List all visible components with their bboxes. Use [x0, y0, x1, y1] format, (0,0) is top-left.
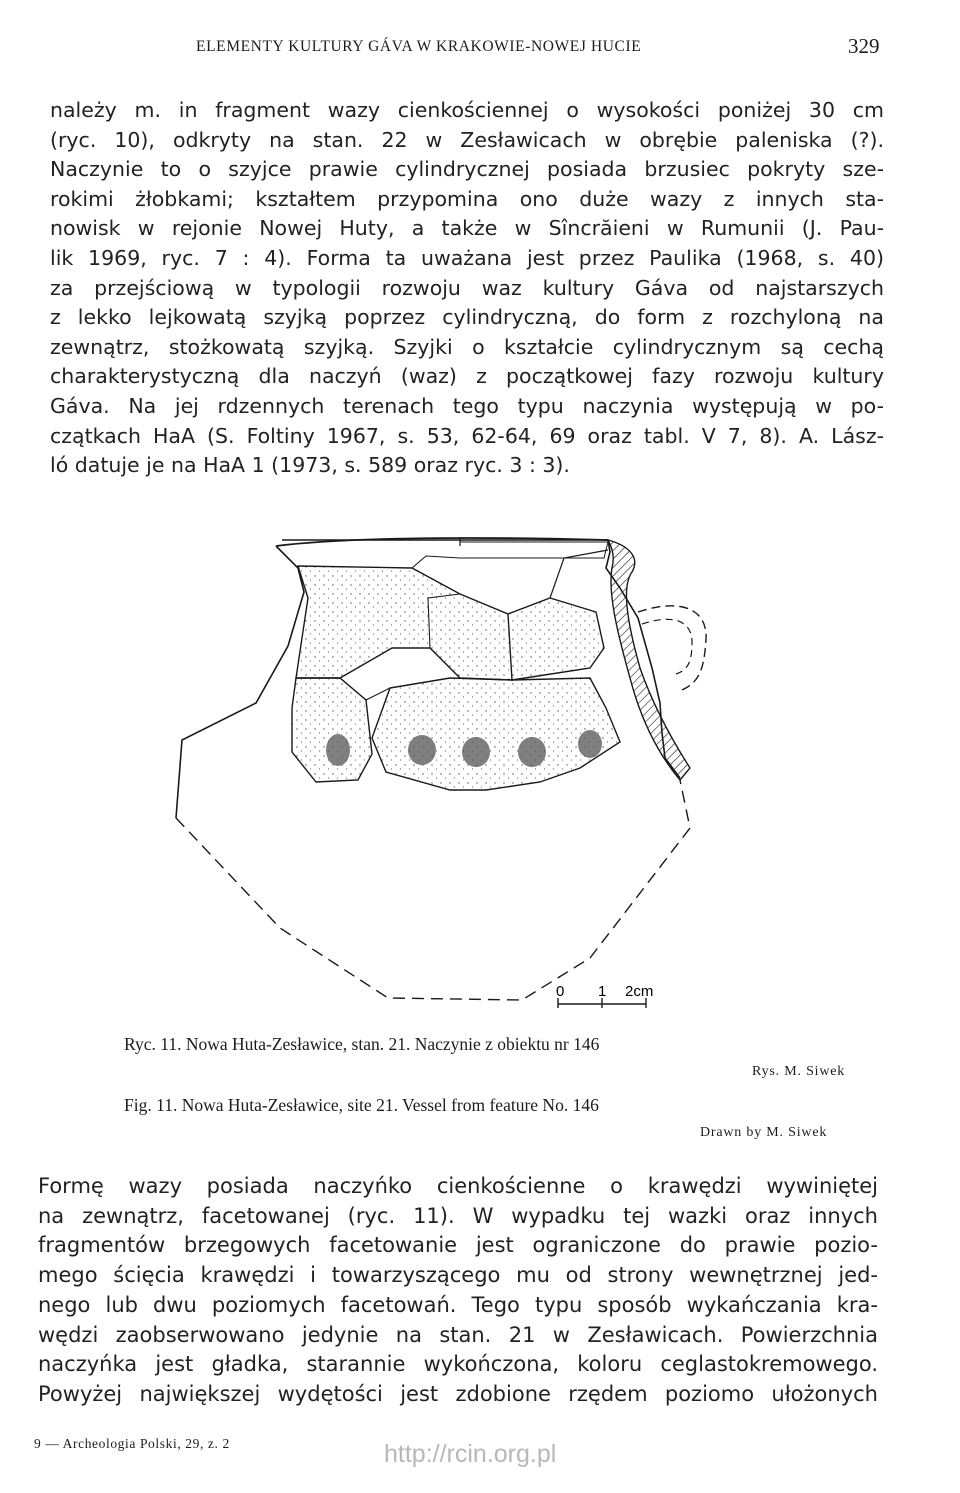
running-head: ELEMENTY KULTURY GÁVA W KRAKOWIE-NOWEJ HUCIE	[196, 38, 642, 55]
neck-sherd	[296, 566, 512, 680]
page-number: 329	[848, 34, 880, 58]
text-line: naczyńka jest gładka, starannie wykończona, koloru ceglastokremowego.	[38, 1352, 878, 1377]
text-line: czątkach HaA (S. Foltiny 1967, s. 53, 62-64, 69 oraz tabl. V 7, 8). A. Lász-	[50, 423, 884, 448]
text-line: Gáva. Na jej rdzennych terenach tego typu naczynia występują w po-	[50, 393, 884, 418]
text-line: na zewnątrz, facetowanej (ryc. 11). W wypadku tej wazki oraz innych	[38, 1203, 878, 1228]
text-line: nowisk w rejonie Nowej Huty, a także w Sîncrăieni w Rumunii (J. Pau-	[50, 216, 884, 241]
scale-label: 0	[556, 983, 565, 1000]
text-line: wędzi zaobserwowano jedynie na stan. 21 w Zesławicach. Powierzchnia	[38, 1322, 878, 1347]
reconstructed-base	[176, 780, 690, 1000]
text-line: mego ścięcia krawędzi i towarzyszącego mu od strony wewnętrznej jed-	[38, 1263, 878, 1288]
text-line: z lekko lejkowatą szyjką poprzez cylindryczną, do form z rozchyloną na	[50, 305, 884, 330]
body-paragraph-1	[50, 96, 884, 481]
text-line: fragmentów brzegowych facetowanie jest ograniczone do prawie pozio-	[38, 1233, 878, 1258]
handle	[638, 606, 706, 690]
sheet-signature: 9 — Archeologia Polski, 29, z. 2	[34, 1436, 230, 1451]
text-line: lik 1969, ryc. 7 : 4). Forma ta uważana jest przez Paulika (1968, s. 40)	[50, 245, 884, 270]
vessel-drawing	[160, 528, 760, 1028]
text-line: nego lub dwu poziomych facetowań. Tego typu sposób wykańczania kra-	[38, 1292, 878, 1317]
text-line: Formę wazy posiada naczyńko cienkościenne o krawędzi wywiniętej	[38, 1174, 878, 1198]
text-line: Powyżej największej wydętości jest zdobione rzędem poziomo ułożonych	[38, 1381, 878, 1406]
text-line: (ryc. 10), odkryty na stan. 22 w Zesławicach w obrębie paleniska (?).	[50, 127, 884, 152]
text-line: ló datuje je na HaA 1 (1973, s. 589 oraz ryc. 3 : 3).	[50, 453, 570, 478]
figure-caption-pl: Ryc. 11. Nowa Huta-Zesławice, stan. 21. Naczynie z obiektu nr 146	[124, 1034, 600, 1054]
text-line: należy m. in fragment wazy cienkościennej o wysokości poniżej 30 cm	[50, 98, 884, 122]
text-line: za przejściową w typologii rozwoju waz kultury Gáva od najstarszych	[50, 275, 884, 300]
scale-bar	[556, 983, 653, 1008]
scale-label: 1	[598, 983, 607, 1000]
body-paragraph-2	[38, 1172, 878, 1410]
text-line: Naczynie to o szyjce prawie cylindrycznej posiada brzusiec pokryty sze-	[50, 157, 884, 182]
watermark: http://rcin.org.pl	[384, 1440, 557, 1468]
text-line: rokimi żłobkami; kształtem przypomina ono duże wazy z innych sta-	[50, 186, 884, 211]
text-line: zewnątrz, stożkowatą szyjką. Szyjki o kształcie cylindrycznym są cechą	[50, 334, 884, 359]
text-line: charakterystyczną dla naczyń (waz) z początkowej fazy rozwoju kultury	[50, 364, 884, 389]
scale-label: 2cm	[625, 983, 654, 1000]
figure-caption-en: Fig. 11. Nowa Huta-Zesławice, site 21. Vessel from feature No. 146	[124, 1095, 599, 1115]
figure-credit-pl: Rys. M. Siwek	[752, 1064, 846, 1079]
figure-credit-en: Drawn by M. Siwek	[700, 1125, 828, 1140]
body-sherd-left	[292, 678, 372, 782]
